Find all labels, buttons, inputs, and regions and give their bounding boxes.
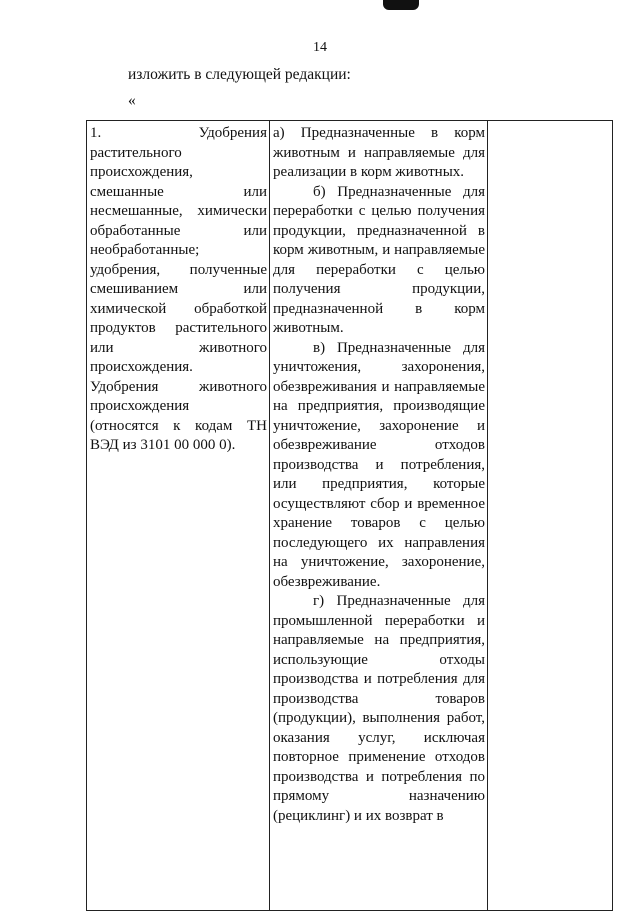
regulation-table [86,120,613,911]
purpose-item-a: а) Предназначенные в корм животным и направляемые для реализации в корм животных. [273,125,485,180]
goods-description-animal: Удобрения животного происхождения [90,378,267,414]
opening-quote: « [128,92,136,109]
table-row [87,121,613,911]
goods-description-cell [87,121,270,911]
intro-text: изложить в следующей редакции: [128,66,351,83]
goods-codes: (относятся к кодам ТН ВЭД из 3101 00 000 0). [90,417,267,453]
scan-artifact [383,0,419,10]
purpose-item-b: б) Предназначенные для переработки с целью получения продукции, предназначенной в корм животным, и направляемые для переработки с целью получения продукции, предназначенной в корм животным. [273,183,485,336]
purpose-item-c: в) Предназначенные для уничтожения, захоронения, обезвреживания и направляемые на предприятия, производящие уничтожение, захоронение и обезвреживание отходов производства и потребления, или предприятия, которые осуществляют сбор и временное хранение товаров с целью последующего их направления на уничтожение, захоронение, обезвреживание. [273,339,485,590]
purpose-item-d: г) Предназначенные для промышленной переработки и направляемые на предприятия, использующие отходы производства и потребления для производства товаров (продукции), выполнения работ, оказания услуг, исключая повторное применение отходов производства и потребления по прямому назначению (рециклинг) и их возврат в [273,593,485,824]
page-number: 14 [313,40,327,55]
purpose-cell [270,121,488,911]
empty-cell [488,121,613,911]
goods-description: 1. Удобрения растительного происхождения, смешанные или несмешанные, химически обработанные или необработанные; удобрения, полученные смешиванием или химической обработкой продуктов растительного или животного происхождения. [90,125,267,375]
